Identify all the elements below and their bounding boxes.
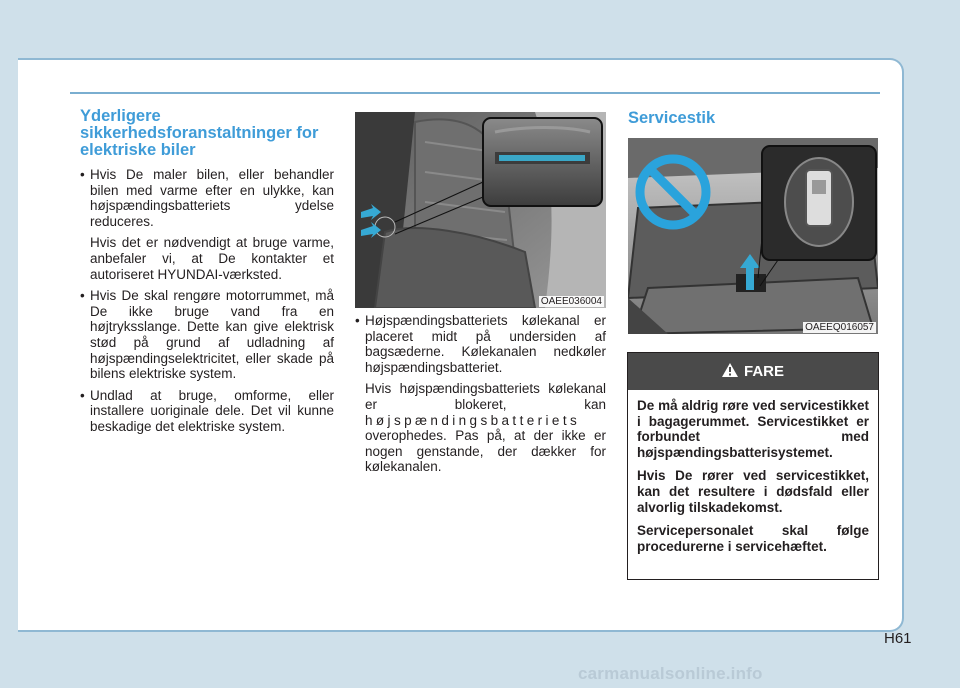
list-item — [80, 167, 334, 282]
figure-code: OAEE036004 — [540, 296, 602, 307]
list-item — [355, 313, 606, 475]
danger-warning-box — [627, 352, 879, 580]
figure-code: OAEEQ016057 — [805, 322, 874, 333]
trunk-illustration — [628, 138, 878, 334]
rear-seat-illustration — [355, 112, 606, 308]
text-span: Hvis højspændingsbatteriets kølekanal er blokeret, kan — [365, 381, 606, 412]
safety-bullet-list — [80, 167, 334, 435]
list-item — [80, 288, 334, 382]
right-column — [628, 110, 878, 127]
warning-paragraph: Servicepersonalet skal følge procedurerne i servicehæftet. — [637, 523, 869, 554]
paragraph: • Hvis De skal rengøre motorrummet, må De ikke bruge vand fra en højtryksslange. Dette kan give elektrisk stød på grund af udladning af højspændingselektricitet, eller skade på bilens elektriske system. — [90, 288, 334, 382]
list-item — [80, 388, 334, 435]
warning-title: FARE — [743, 363, 784, 380]
text-span-spaced: højspændingsbatteriets — [365, 412, 581, 428]
page-number: H61 — [884, 630, 912, 647]
paragraph: • Højspændingsbatteriets kølekanal er placeret midt på undersiden af bagsæderne. Kølekanalen nedkøler højspændingsbatteriet. — [365, 313, 606, 375]
trunk-figure — [628, 138, 878, 334]
rear-seat-figure — [355, 112, 606, 308]
cooling-duct-bullet-list — [355, 313, 606, 475]
warning-body — [628, 390, 878, 554]
warning-paragraph: De må aldrig røre ved servicestikket i bagagerummet. Servicestikket er forbundet med højspændingsbatterisystemet. — [637, 398, 869, 460]
watermark: carmanualsonline.info — [578, 664, 763, 683]
section-heading-safety: Yderligere sikkerhedsforanstaltninger for elektriske biler — [80, 107, 319, 159]
left-column — [80, 108, 334, 441]
paragraph — [365, 381, 606, 475]
warning-paragraph: Hvis De rører ved servicestikket, kan det resultere i dødsfald eller alvorlig tilskadekomst. — [637, 468, 869, 515]
middle-column — [355, 313, 606, 481]
paragraph: • Undlad at bruge, omforme, eller installere uoriginale dele. Det vil kunne beskadige det elektriske system. — [90, 387, 334, 434]
paragraph: • Hvis De maler bilen, eller behandler bilen med varme efter en ulykke, kan højspændingsbatteriets ydelse reduceres. — [90, 167, 334, 229]
warning-triangle-icon — [722, 363, 738, 381]
text-span: overophedes. Pas på, at der ikke er nogen genstande, der dækker for kølekanalen. — [365, 428, 606, 475]
section-heading-servicestik: Servicestik — [628, 109, 716, 127]
warning-header — [628, 353, 878, 390]
paragraph: Hvis det er nødvendigt at bruge varme, anbefaler vi, at De kontakter et autoriseret HYUNDAI-værksted. — [90, 235, 334, 282]
header-rule — [70, 92, 880, 94]
